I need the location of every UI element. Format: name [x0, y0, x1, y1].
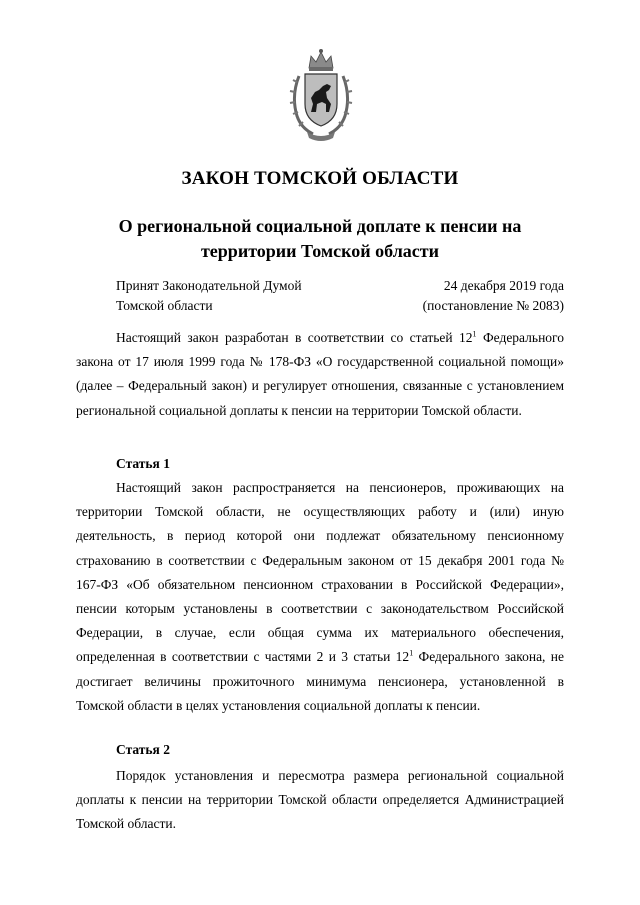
article-1-heading: Статья 1 [116, 456, 170, 471]
adoption-resolution-line: (постановление № 2083) [422, 298, 564, 313]
article-2-heading: Статья 2 [116, 742, 170, 757]
preamble-text-a: Настоящий закон разработан в соответствии со статьей 12 [116, 330, 473, 345]
adoption-date-line: 24 декабря 2019 года [443, 278, 564, 293]
document-subtitle [60, 214, 580, 264]
coat-of-arms-icon [289, 46, 353, 144]
adoption-body [116, 276, 302, 316]
adoption-date [423, 276, 564, 316]
preamble [76, 326, 564, 423]
article-1-text-a: Настоящий закон распространяется на пенсионеров, проживающих на территории Томской области, не осуществляющих работу и (или) иную деятельность, в период которой они подлежат обязательному пенсионному страхованию в соответствии с Федеральным законом от 15 декабря 2001 года № 167-ФЗ «Об обязательном пенсионном страховании в Российской Федерации», пенсии которым установлены в соответствии с законодательством Российской Федерации, в случае, если общая сумма их материального обеспечения, определенная в соответствии с частями 2 и 3 статьи 12 [76, 480, 564, 665]
article-1-body [76, 476, 564, 718]
subtitle-line-2: территории Томской области [200, 241, 440, 261]
document-title: ЗАКОН ТОМСКОЙ ОБЛАСТИ [181, 168, 459, 189]
article-1-superscript: 1 [409, 648, 414, 658]
preamble-text-b: Федерального закона от 17 июля 1999 года № 178-ФЗ «О государственной социальной помощи» (далее – Федеральный закон) и регулирует отношения, связанные с установлением региональной социальной доплаты к пенсии на территории Томской области. [76, 330, 564, 418]
adoption-body-line-2: Томской области [116, 298, 213, 313]
preamble-paragraph [76, 326, 564, 423]
article-2-paragraph: Порядок установления и пересмотра размера региональной социальной доплаты к пенсии на территории Томской области определяется Администрацией Томской области. [76, 768, 564, 832]
article-1-text-b: Федерального закона, не достигает величины прожиточного минимума пенсионера, установленной в Томской области в целях установления социальной доплаты к пенсии. [76, 649, 564, 713]
subtitle-line-1: О региональной социальной доплате к пенсии на [118, 216, 522, 236]
article-2-body [76, 764, 564, 837]
article-1-paragraph [76, 476, 564, 718]
adoption-body-line-1: Принят Законодательной Думой [116, 278, 302, 293]
preamble-superscript: 1 [472, 329, 477, 339]
